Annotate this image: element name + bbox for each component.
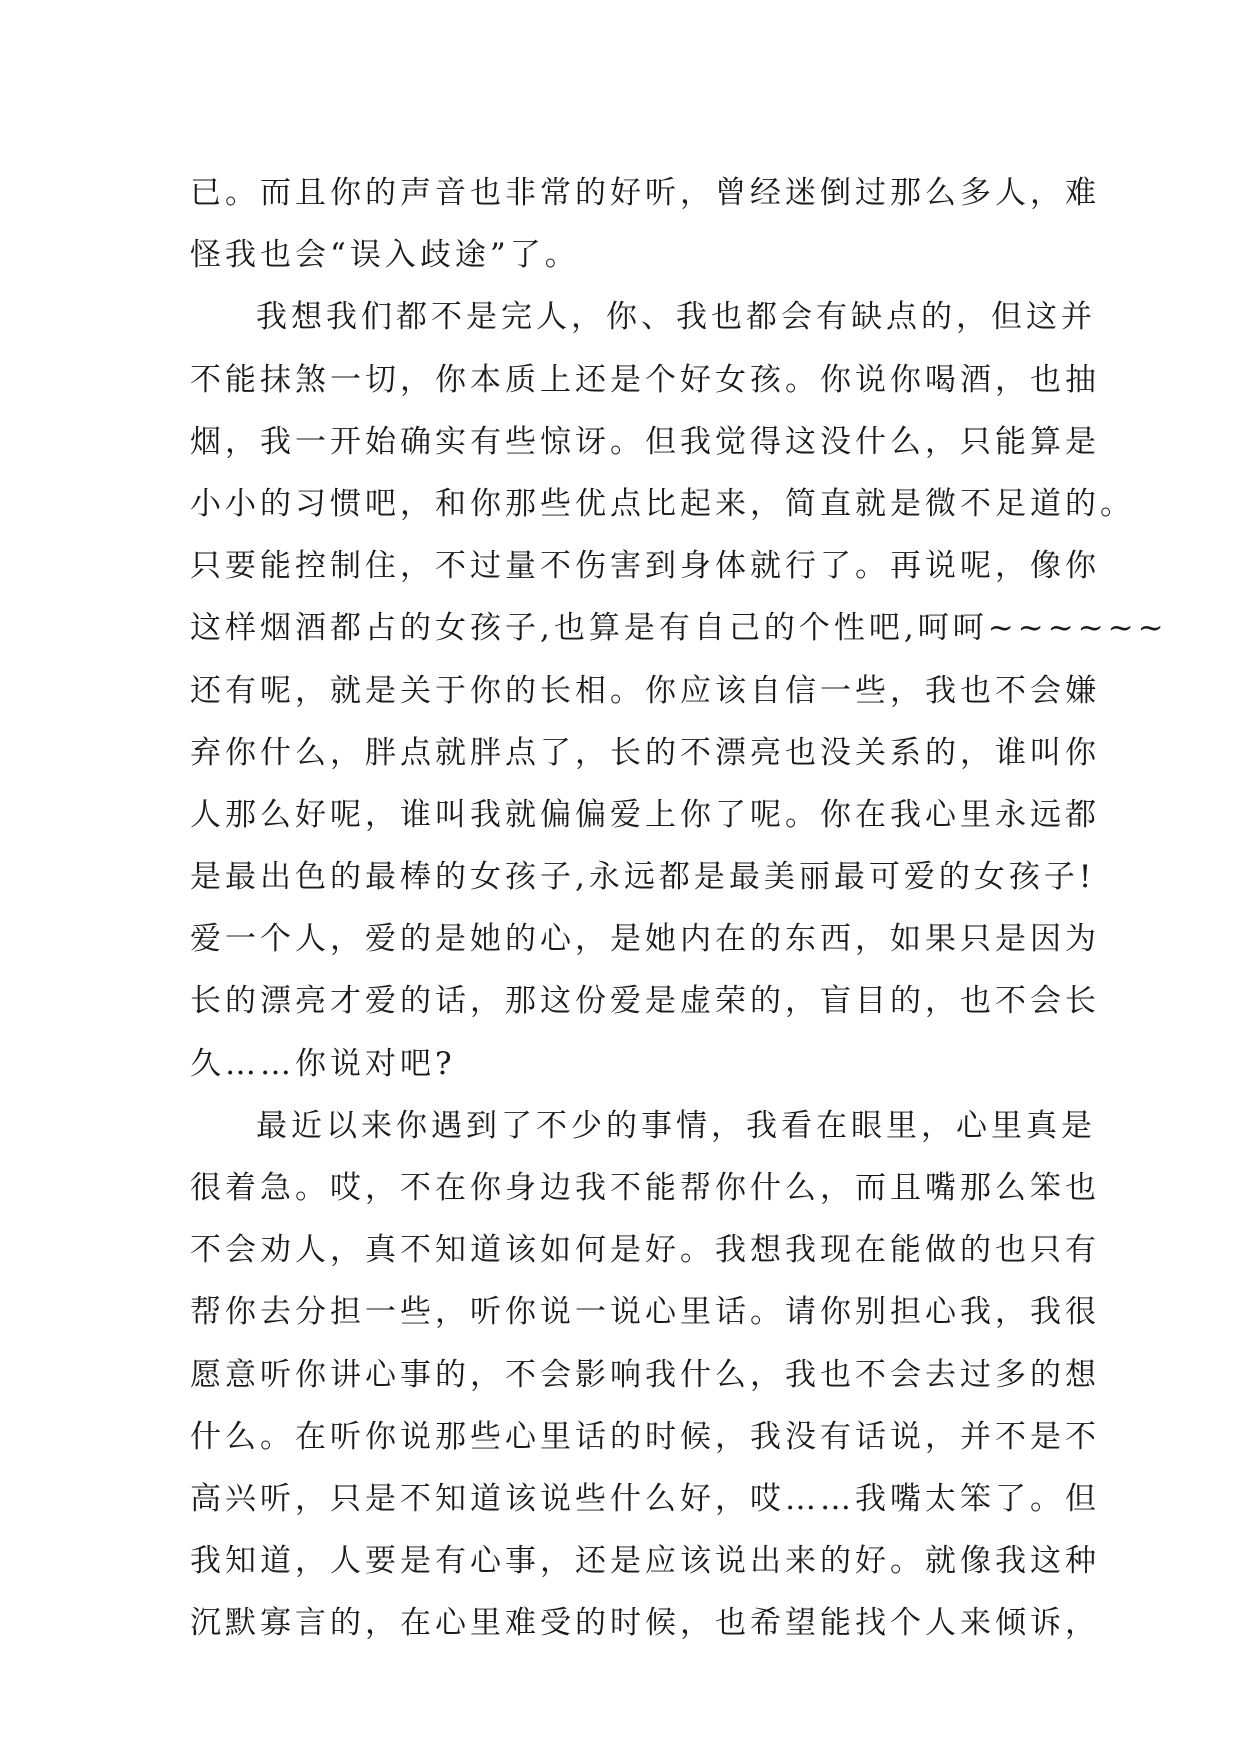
text-line: 不能抹煞一切，你本质上还是个好女孩。你说你喝酒，也抽 bbox=[190, 361, 1100, 398]
text-line: 只要能控制住，不过量不伤害到身体就行了。再说呢，像你 bbox=[190, 548, 1100, 585]
text-line: 不会劝人，真不知道该如何是好。我想我现在能做的也只有 bbox=[190, 1232, 1100, 1269]
text-line: 长的漂亮才爱的话，那这份爱是虚荣的，盲目的，也不会长 bbox=[190, 983, 1100, 1020]
text-line: 怪我也会“误入歧途”了。 bbox=[190, 237, 580, 274]
text-line: 人那么好呢，谁叫我就偏偏爱上你了呢。你在我心里永远都 bbox=[190, 796, 1100, 833]
text-line: 我想我们都不是完人，你、我也都会有缺点的，但这并 bbox=[256, 299, 1096, 336]
text-line: 久……你说对吧? bbox=[190, 1045, 456, 1082]
text-line: 爱一个人，爱的是她的心，是她内在的东西，如果只是因为 bbox=[190, 921, 1100, 958]
text-line: 沉默寡言的，在心里难受的时候，也希望能找个人来倾诉， bbox=[190, 1605, 1100, 1642]
text-line: 还有呢，就是关于你的长相。你应该自信一些，我也不会嫌 bbox=[190, 672, 1100, 709]
text-line: 最近以来你遇到了不少的事情，我看在眼里，心里真是 bbox=[256, 1107, 1096, 1144]
text-line: 弃你什么，胖点就胖点了，长的不漂亮也没关系的，谁叫你 bbox=[190, 734, 1100, 771]
text-line: 愿意听你讲心事的，不会影响我什么，我也不会去过多的想 bbox=[190, 1356, 1100, 1393]
text-line: 帮你去分担一些，听你说一说心里话。请你别担心我，我很 bbox=[190, 1294, 1100, 1331]
text-line: 是最出色的最棒的女孩子,永远都是最美丽最可爱的女孩子! bbox=[190, 859, 1096, 896]
text-line: 很着急。哎，不在你身边我不能帮你什么，而且嘴那么笨也 bbox=[190, 1170, 1100, 1206]
body-text bbox=[190, 162, 1168, 1655]
text-line: 烟，我一开始确实有些惊讶。但我觉得这没什么，只能算是 bbox=[190, 423, 1100, 460]
text-line: 高兴听，只是不知道该说些什么好，哎……我嘴太笨了。但 bbox=[190, 1480, 1100, 1517]
text-line: 我知道，人要是有心事，还是应该说出来的好。就像我这种 bbox=[190, 1543, 1100, 1580]
text-line: 小小的习惯吧，和你那些优点比起来，简直就是微不足道的。 bbox=[190, 485, 1135, 522]
text-line: 这样烟酒都占的女孩子,也算是有自己的个性吧,呵呵~~~~~~ bbox=[190, 610, 1168, 647]
text-line: 什么。在听你说那些心里话的时候，我没有话说，并不是不 bbox=[190, 1418, 1100, 1455]
text-line: 已。而且你的声音也非常的好听，曾经迷倒过那么多人，难 bbox=[190, 175, 1100, 211]
